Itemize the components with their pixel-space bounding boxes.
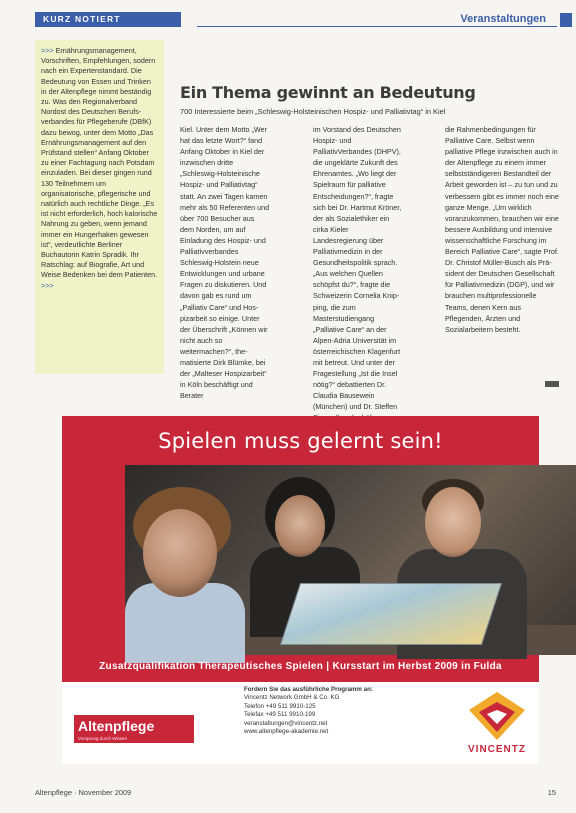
footer-publication: Altenpflege · November 2009 [35, 788, 132, 797]
article-column-1: Kiel. Unter dem Motto „Wer hat das letzte Wort?“ fand Anfang Oktober in Kiel der inzwischen dritte „Schleswig-Holsteinische Hospiz- und Palliativtag“ statt. An zwei Tagen kamen mehr als 50 Referenten und über 700 Besucher aus dem Norden, um auf Einladung des Hospiz- und Palliativverbandes Schleswig-Holstein neue Entwicklungen und urbane Fragen zu diskutieren. Und davon gab es rund um „Palliativ Care“ und Hospizarbeit so einige. Unter der Überschrift „Können wir nicht auch so weitermachen?“, thematisierte Dirk Blümke, bei der „Malteser Hospizarbeit“ in Köln beschäftigt und Berater [180, 125, 270, 401]
ad-info-email[interactable]: veranstaltungen@vincentz.net [244, 719, 328, 727]
photo-woman-middle-face [275, 495, 325, 557]
ad-photo-game-players [125, 465, 576, 655]
section-label-veranstaltungen: Veranstaltungen [460, 13, 546, 25]
article-column-3: die Rahmenbedingungen für Palliative Care. Selbst wenn palliative Pflege inzwischen auch in der Altenpflege zu einem immer selbstständigeren Bestandteil der Arbeit geworden ist – zu tun und zu verbessern gibt es immer noch eine ganze Menge. „Um wirklich voranzukommen, brauchen wir eine bessere Ausbildung und intensive wissenschaftliche Forschung im Bereich Palliative Care“, sagte Prof. Dr. Christof Müller-Busch als Präsident der Deutschen Gesellschaft für Palliativmedizin (DGP), und wir brauchen multiprofessionelle Teams, denen Kern aus Pflegenden, Ärzten und Sozialarbeitern besteht. [445, 125, 559, 334]
sidebar-kurz-notiert [35, 40, 164, 374]
ad-headline: Spielen muss gelernt sein! [158, 429, 443, 453]
ad-contact-panel [62, 682, 539, 764]
photo-woman-left-face [143, 509, 217, 597]
vincentz-logo-icon [467, 690, 527, 742]
article-subtitle: 700 Interessierte beim „Schleswig-Holsteinischen Hospiz- und Palliativtag“ in Kiel [180, 107, 446, 116]
ad-info-line: Vincentz Network GmbH & Co. KG [244, 694, 340, 702]
photo-board-game [280, 583, 502, 645]
sidebar-lead-arrow: >>> [41, 46, 54, 55]
ad-info-line: Telefax +49 511 9910-199 [244, 711, 316, 719]
ad-course-strip: Zusatzqualifikation Therapeutisches Spielen | Kursstart im Herbst 2009 in Fulda [99, 661, 502, 672]
vincentz-wordmark: VINCENTZ [468, 744, 526, 755]
header-rule [197, 26, 557, 27]
article-end-mark [545, 381, 559, 387]
ad-info-line: Telefon +49 511 9910-125 [244, 702, 316, 710]
header-square-marker [560, 13, 572, 27]
advertisement[interactable] [62, 416, 539, 764]
sidebar-trail-arrow: >>> [41, 280, 54, 290]
ad-contact-info [244, 686, 414, 736]
ad-info-title: Fordern Sie das ausführliche Programm an: [244, 686, 373, 693]
photo-woman-right-face [425, 487, 481, 557]
section-label-kurz-notiert: KURZ NOTIERT [35, 12, 181, 27]
sidebar-text: Ernährungsmanagement, Vorschriften, Empfehlungen, sodern nach ein Expertenstandard. Die Bedeutung von Essen und Trinken in der Altenpflege nimmt beständig zu. Was den Regionalverband Nordost des Deutschen Berufsverbandes für Pflegeberufe (DBfK) dazu bewog, unter dem Motto „Das Ernährungsmanagement auf den Prüfstand stellen“ Anfang Oktober zu einer Fachtagung nach Potsdam einzuladen. Bei dieser gingen rund 130 Teilnehmern um organisatorische, pflegerische und natürlich auch rechtliche Dinge. „Es ist nicht erforderlich, hoch kalorische Nahrung zu geben, wenn jemand immer ein Hungerhaken gewesen ist“, verdeutlichte Berliner Buchautorin Katrin Spradik. Ihr Ratschlag: auf Biografie, Art und Weise Bedenken bei dem Patienten. [41, 46, 158, 280]
altenpflege-tagline: Vorsprung durch Wissen [78, 736, 128, 741]
article-title: Ein Thema gewinnt an Bedeutung [180, 83, 476, 102]
article-column-2: im Vorstand des Deutschen Hospiz- und PalliativVerbandes (DHPV), die ungeklärte Zukunft des Ehrenamtes. „Wo liegt der Spielraum für palliative Entscheidungen?“, fragte sich bei Dr. Hartmut Kröner, der als Sozialethiker ein cirka Kieler Landesregierung über Palliativmedizin in der Gesundheitspolitik sprach. „Aus welchen Quellen schöpfst du?“, fragte die Schweizerin Cornelia Knipping, die zum Masterstudiengang „Palliative Care“ an der Alpen-Adria Universität im österreichischen Klagenfurt mit betreut. Und unter der Fragestellung „Ist die Insel nötig?“ debattierten Dr. Claudia Bausewein (München) und Dr. Steffen [313, 125, 402, 412]
altenpflege-logo: Altenpflege [74, 715, 194, 743]
page-number: 15 [547, 788, 556, 797]
ad-info-website[interactable]: www.altenpflege-akademie.net [244, 728, 329, 736]
